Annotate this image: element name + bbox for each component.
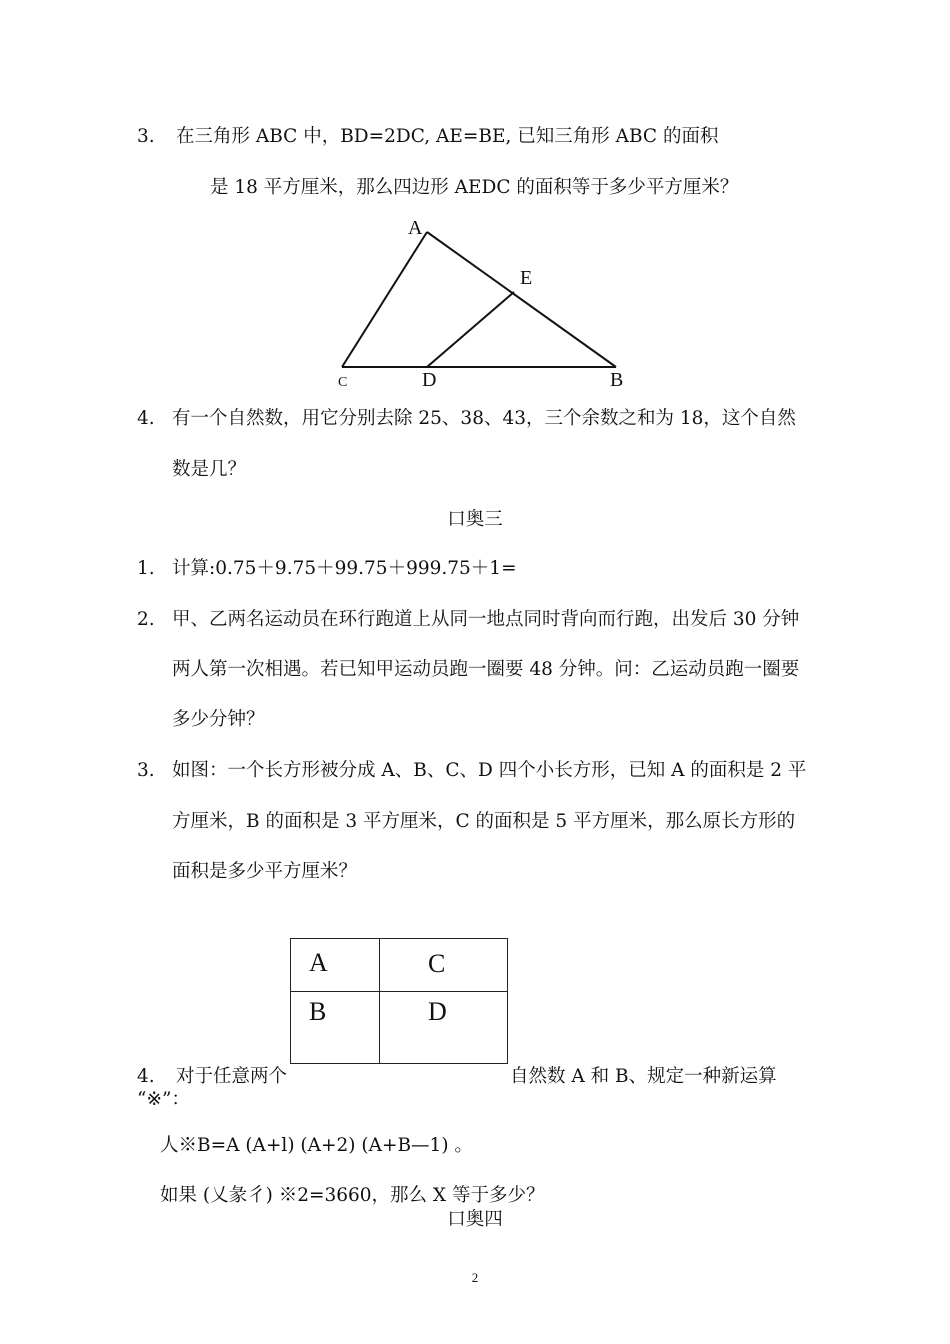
label-e: E	[520, 267, 533, 289]
question-text: 自然数 A 和 B、规定一种新运算	[510, 1066, 777, 1087]
grid-divider-horizontal	[291, 991, 507, 992]
question-text: 两人第一次相遇。若已知甲运动员跑一圈要 48 分钟。问：乙运动员跑一圈要	[172, 659, 800, 680]
question-text: 如图：一个长方形被分成 A、B、C、D 四个小长方形，已知 A 的面积是 2 平	[172, 760, 807, 781]
question-number: 1.	[137, 558, 155, 579]
question-text: 面积是多少平方厘米？	[172, 861, 358, 882]
page-number: 2	[471, 1270, 479, 1285]
question-text: 在三角形 ABC 中，BD=2DC, AE=BE, 已知三角形 ABC 的面积	[176, 126, 719, 147]
formula-definition: 人※B=A (A+l) (A+2) (A+B—1) 。	[160, 1135, 473, 1156]
segment-de	[427, 292, 514, 367]
label-d: D	[422, 369, 437, 391]
question-number: 2.	[137, 609, 155, 630]
question-text: 是 18 平方厘米，那么四边形 AEDC 的面积等于多少平方厘米？	[210, 177, 739, 198]
grid-divider-vertical	[379, 939, 380, 1063]
question-number: 4.	[137, 408, 155, 429]
question-text: 计算:0.75＋9.75＋99.75＋999.75＋1=	[172, 558, 517, 579]
section-title: 口奥三	[447, 509, 503, 530]
question-text: 数是几？	[172, 459, 247, 480]
question-text: 有一个自然数，用它分别去除 25、38、43，三个余数之和为 18，这个自然	[172, 408, 796, 429]
cell-c: C	[428, 949, 446, 978]
edge-ab	[427, 232, 616, 367]
section-title: 口奥四	[447, 1209, 503, 1230]
edge-ca	[342, 232, 427, 367]
triangle-diagram	[330, 212, 630, 392]
question-text: 如果 (乂彖彳) ※2=3660，那么 X 等于多少？	[160, 1185, 545, 1206]
cell-d: D	[428, 997, 447, 1026]
question-text: 对于任意两个	[176, 1066, 288, 1087]
question-text: 多少分钟？	[172, 709, 265, 730]
question-text: 方厘米，B 的面积是 3 平方厘米，C 的面积是 5 平方厘米，那么原长方形的	[172, 811, 796, 832]
cell-b: B	[309, 997, 327, 1026]
question-number: 3.	[137, 760, 155, 781]
question-number: 4.	[137, 1066, 155, 1087]
rectangle-grid	[290, 938, 508, 1064]
label-c: C	[338, 375, 348, 390]
question-text: “※”：	[137, 1089, 190, 1110]
label-a: A	[408, 217, 423, 239]
cell-a: A	[309, 948, 328, 977]
label-b: B	[610, 369, 624, 391]
question-number: 3.	[137, 126, 155, 147]
question-text: 甲、乙两名运动员在环行跑道上从同一地点同时背向而行跑，出发后 30 分钟	[172, 609, 800, 630]
